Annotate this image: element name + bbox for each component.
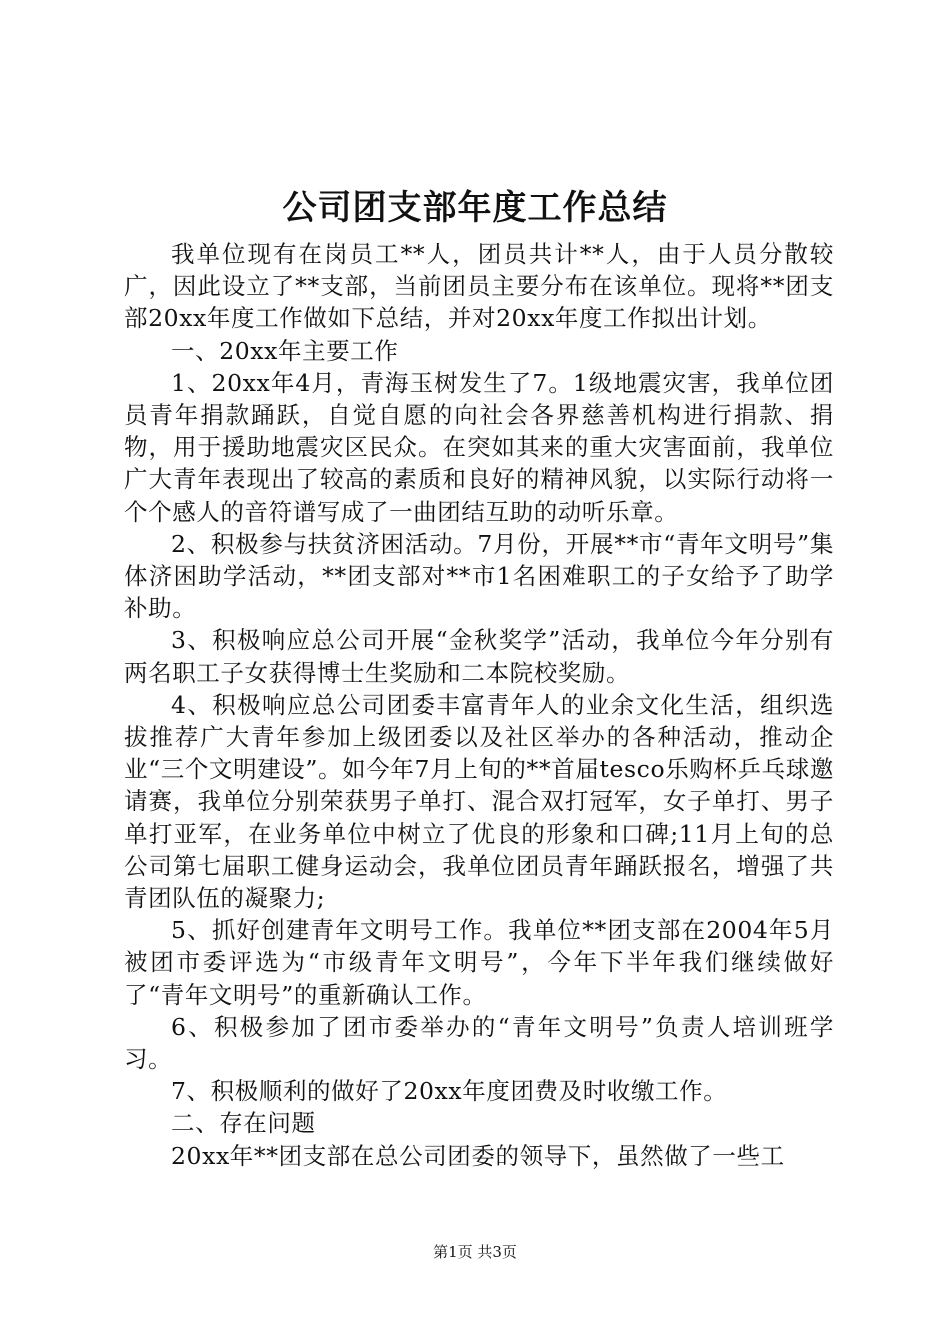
paragraph-item-1: 1、20xx年4月，青海玉树发生了7。1级地震灾害，我单位团员青年捐款踊跃，自觉自愿的向社会各界慈善机构进行捐款、捐物，用于援助地震灾区民众。在突如其来的重大灾害面前，我单位广大青年表现出了较高的素质和良好的精神风貌，以实际行动将一个个感人的音符谱写成了一曲团结互助的动听乐章。 <box>124 368 834 526</box>
document-title: 公司团支部年度工作总结 <box>282 188 668 228</box>
section-heading-problems: 二、存在问题 <box>171 1109 316 1138</box>
paragraph-item-2: 2、积极参与扶贫济困活动。7月份，开展**市“青年文明号”集体济困助学活动，**团支部对**市1名困难职工的子女给予了助学补助。 <box>124 529 834 623</box>
paragraph-problems: 20xx年**团支部在总公司团委的领导下，虽然做了一些工 <box>171 1141 785 1170</box>
section-heading-main-work: 一、20xx年主要工作 <box>171 336 399 365</box>
paragraph-item-5: 5、抓好创建青年文明号工作。我单位**团支部在2004年5月被团市委评选为“市级青年文明号”，今年下半年我们继续做好了“青年文明号”的重新确认工作。 <box>124 916 834 1009</box>
paragraph-item-4: 4、积极响应总公司团委丰富青年人的业余文化生活，组织选拔推荐广大青年参加上级团委以及社区举办的各种活动，推动企业“三个文明建设”。如今年7月上旬的**首届tesco乐购杯乒乓球邀请赛，我单位分别荣获男子单打、混合双打冠军，女子单打、男子单打亚军，在业务单位中树立了优良的形象和口碑;11月上旬的总公司第七届职工健身运动会，我单位团员青年踊跃报名，增强了共青团队伍的凝聚力; <box>124 690 834 913</box>
paragraph-item-6: 6、积极参加了团市委举办的“青年文明号”负责人培训班学习。 <box>124 1012 834 1074</box>
paragraph-intro: 我单位现有在岗员工**人，团员共计**人，由于人员分散较广，因此设立了**支部，当前团员主要分布在该单位。现将**团支部20xx年度工作做如下总结，并对20xx年度工作拟出计划。 <box>124 240 834 333</box>
document-body <box>124 238 834 1172</box>
paragraph-item-3: 3、积极响应总公司开展“金秋奖学”活动，我单位今年分别有两名职工子女获得博士生奖励和二本院校奖励。 <box>124 626 834 687</box>
paragraph-item-7: 7、积极顺利的做好了20xx年度团费及时收缴工作。 <box>171 1077 728 1106</box>
page-number-footer: 第1页 共3页 <box>433 1243 517 1261</box>
